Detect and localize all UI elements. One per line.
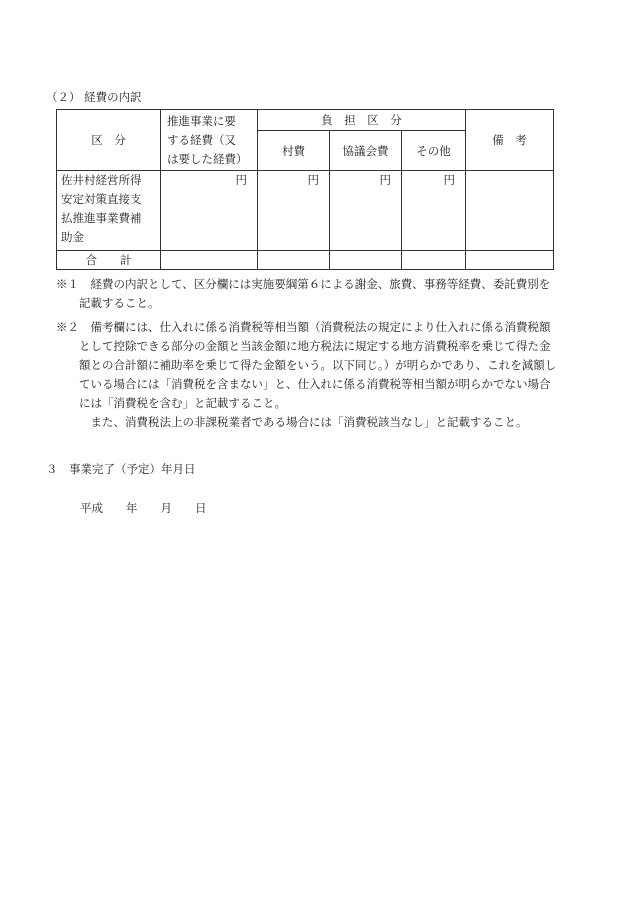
note-line: ている場合には「消費税を含まない」と、仕入れに係る消費税等相当額が明らかでない場合 [56,377,551,391]
row-label-line: 助金 [61,230,84,244]
header-bikou: 備 考 [466,110,554,171]
section2-heading: （２） 経費の内訳 [46,90,142,104]
note-line: 記載すること。 [56,296,160,310]
total-cell [466,251,554,270]
total-cell [258,251,330,270]
table-row [57,171,554,251]
note-line: 額との合計額に補助率を乗じて得た金額をいう。以下同じ。）が明らかであり、これを減額し [56,358,557,372]
row-label-line: 安定対策直接支 [61,192,142,206]
cell-kyougikaihi-amount: 円 [330,171,402,251]
note-line: ※１ 経費の内訳として、区分欄には実施要綱第６による謝金、旅費、事務等経費、委託費別を [56,277,551,291]
header-suishin-line: する経費（又 [167,132,236,147]
row-label-line: 払推進事業費補 [61,211,142,225]
note-1 [56,275,550,313]
row-label [57,171,161,251]
table-row [57,251,554,270]
cost-breakdown-table [56,109,554,270]
note-line: には「消費税を含む」と記載すること。 [56,396,286,410]
total-cell [330,251,402,270]
note-line: として控除できる部分の金額と当該金額に地方税法に規定する地方消費税率を乗じて得た金 [56,339,551,353]
header-suishin-line: 推進事業に要 [167,113,236,128]
header-suishin [161,110,258,171]
total-cell [402,251,466,270]
header-kyougikaihi: 協議会費 [330,131,402,171]
total-label: 合 計 [57,251,161,270]
header-suishin-line: は要した経費） [167,151,248,166]
header-futan: 負 担 区 分 [258,110,466,131]
note-line: また、消費税法上の非課税業者である場合には「消費税該当なし」と記載すること。 [56,415,528,429]
completion-date: 平成 年 月 日 [80,501,207,515]
row-label-line: 佐井村経営所得 [61,173,142,187]
section3-heading: ３ 事業完了（予定）年月日 [46,462,196,476]
cell-suishin-amount: 円 [161,171,258,251]
header-kubun: 区 分 [57,110,161,171]
total-cell [161,251,258,270]
header-sonpi: 村費 [258,131,330,171]
cell-sonota-amount: 円 [402,171,466,251]
header-sonota: その他 [402,131,466,171]
note-2 [56,318,556,432]
cell-sonpi-amount: 円 [258,171,330,251]
cell-bikou [466,171,554,251]
note-line: ※２ 備考欄には、仕入れに係る消費税等相当額（消費税法の規定により仕入れに係る消費税額 [56,320,551,334]
